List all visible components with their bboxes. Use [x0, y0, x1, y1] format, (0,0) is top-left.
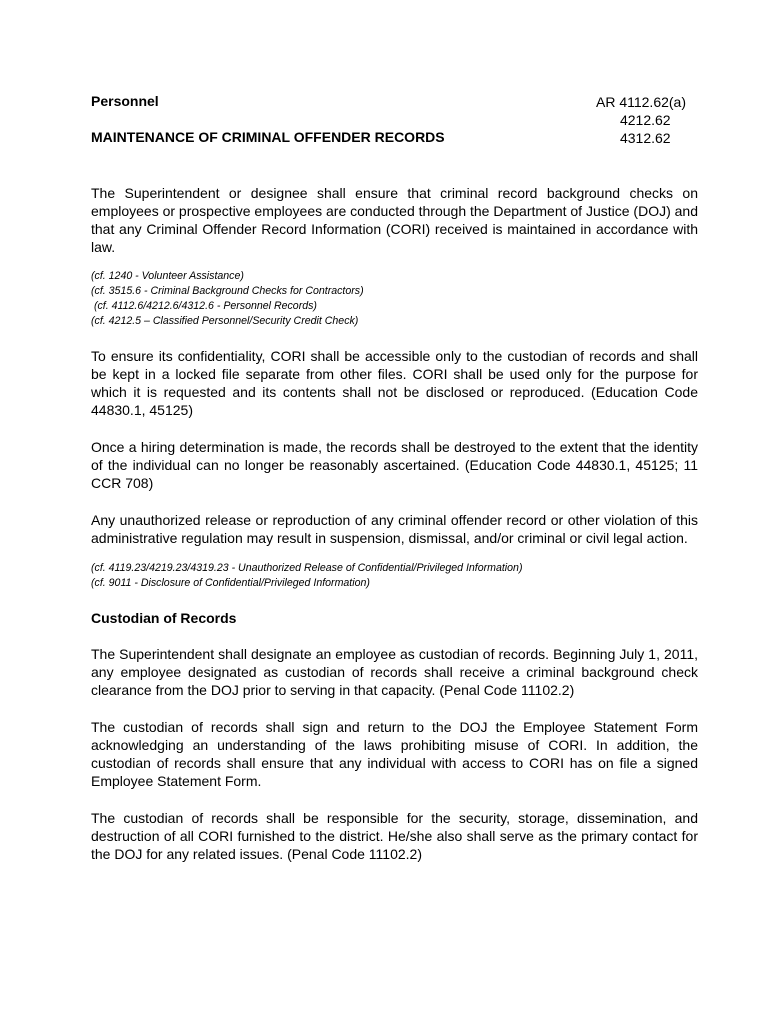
paragraph-unauthorized-release: Any unauthorized release or reproduction of any criminal offender record or other violation of this administrative regulation may result in suspension, dismissal, and/or criminal or civil legal action.	[91, 512, 698, 546]
regulation-code: 4212.62	[619, 112, 671, 128]
document-title: MAINTENANCE OF CRIMINAL OFFENDER RECORDS	[91, 129, 445, 145]
document-page	[91, 93, 698, 863]
regulation-code: AR 4112.62(a)	[595, 94, 686, 110]
cross-reference: (cf. 1240 - Volunteer Assistance)	[91, 270, 244, 282]
paragraph-destruction: Once a hiring determination is made, the records shall be destroyed to the extent that the identity of the individual can no longer be reasonably ascertained. (Education Code 44830.1, 45125; 11 CCR 708)	[91, 439, 698, 491]
cross-reference: (cf. 4119.23/4219.23/4319.23 - Unauthorized Release of Confidential/Privileged Information)	[91, 562, 523, 574]
department-label: Personnel	[91, 93, 159, 109]
paragraph-custodian-designation: The Superintendent shall designate an employee as custodian of records. Beginning July 1, 2011, any employee designated as custodian of records shall receive a criminal background check clearance from the DOJ prior to serving in that capacity. (Penal Code 11102.2)	[91, 646, 698, 698]
cross-reference-list	[91, 561, 698, 591]
paragraph-employee-statement: The custodian of records shall sign and return to the DOJ the Employee Statement Form acknowledging an understanding of the laws prohibiting misuse of CORI. In addition, the custodian of records shall ensure that any individual with access to CORI has on file a signed Employee Statement Form.	[91, 719, 698, 789]
cross-reference: (cf. 4112.6/4212.6/4312.6 - Personnel Records)	[91, 300, 317, 312]
section-heading: Custodian of Records	[91, 610, 237, 626]
regulation-codes	[596, 93, 686, 147]
cross-reference: (cf. 9011 - Disclosure of Confidential/Privileged Information)	[91, 577, 370, 589]
paragraph-confidentiality: To ensure its confidentiality, CORI shall be accessible only to the custodian of records and shall be kept in a locked file separate from other files. CORI shall be used only for the purpose for which it is requested and its contents shall not be disclosed or reproduced. (Education Code 44830.1, 45125)	[91, 348, 698, 418]
document-header	[91, 93, 698, 151]
paragraph-background-checks: The Superintendent or designee shall ensure that criminal record background checks on employees or prospective employees are conducted through the Department of Justice (DOJ) and that any Criminal Offender Record Information (CORI) received is maintained in accordance with law.	[91, 185, 698, 255]
paragraph-custodian-responsibility: The custodian of records shall be responsible for the security, storage, dissemination, and destruction of all CORI furnished to the district. He/she also shall serve as the primary contact for the DOJ for any related issues. (Penal Code 11102.2)	[91, 810, 698, 862]
cross-reference-list	[91, 269, 698, 329]
cross-reference: (cf. 3515.6 - Criminal Background Checks for Contractors)	[91, 285, 364, 297]
regulation-code: 4312.62	[619, 130, 671, 146]
cross-reference: (cf. 4212.5 – Classified Personnel/Security Credit Check)	[91, 315, 359, 327]
